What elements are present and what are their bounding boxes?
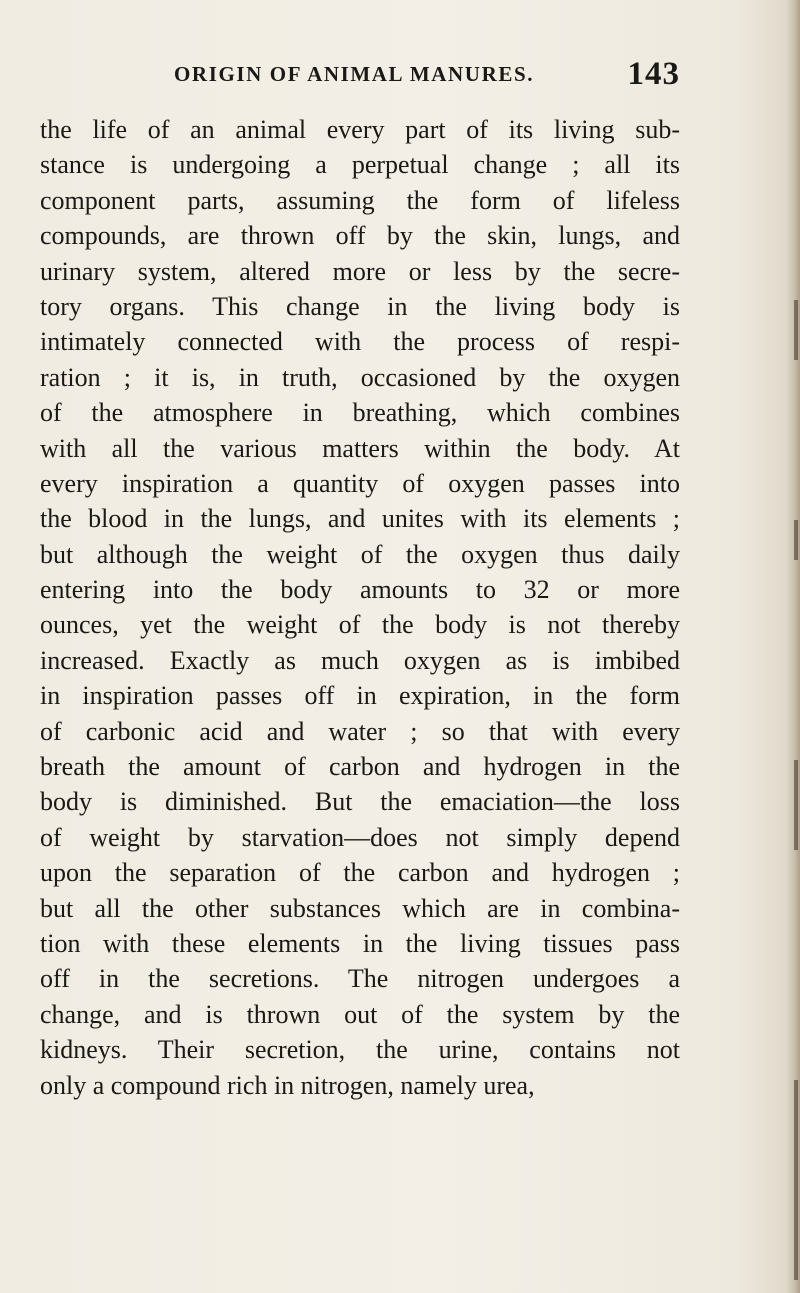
text-line: kidneys. Their secretion, the urine, contains not (40, 1035, 680, 1065)
body-text (40, 112, 680, 1103)
page-edge-mark (794, 760, 798, 850)
text-line: urinary system, altered more or less by the secre- (40, 256, 680, 286)
text-line: of weight by starvation—does not simply depend (40, 822, 680, 852)
text-line: entering into the body amounts to 32 or more (40, 575, 680, 605)
text-line: with all the various matters within the body. At (40, 433, 680, 463)
text-line: but all the other substances which are in combina- (40, 893, 680, 923)
text-line: increased. Exactly as much oxygen as is imbibed (40, 645, 680, 675)
text-line: upon the separation of the carbon and hydrogen ; (40, 858, 680, 888)
text-line: component parts, assuming the form of lifeless (40, 185, 680, 215)
page-edge-mark (794, 1080, 798, 1280)
text-line: ration ; it is, in truth, occasioned by the oxygen (40, 362, 680, 392)
running-head: ORIGIN OF ANIMAL MANURES. (174, 62, 535, 86)
text-line: change, and is thrown out of the system by the (40, 999, 680, 1029)
text-line: the life of an animal every part of its living sub- (40, 115, 680, 144)
text-line: but although the weight of the oxygen thus daily (40, 539, 680, 569)
text-line: the blood in the lungs, and unites with its elements ; (40, 504, 680, 534)
text-line: tion with these elements in the living tissues pass (40, 928, 680, 958)
page-edge-mark (794, 300, 798, 360)
page-edge-mark (794, 520, 798, 560)
text-line: every inspiration a quantity of oxygen passes into (40, 468, 680, 498)
text-line: off in the secretions. The nitrogen undergoes a (40, 964, 680, 994)
text-line: compounds, are thrown off by the skin, lungs, and (40, 221, 680, 251)
text-line: of the atmosphere in breathing, which combines (40, 398, 680, 428)
page-number: 143 (627, 56, 680, 92)
page-header (40, 56, 680, 96)
text-line: ounces, yet the weight of the body is not thereby (40, 610, 680, 640)
text-line: only a compound rich in nitrogen, namely urea, (40, 1070, 535, 1100)
text-line: body is diminished. But the emaciation—the loss (40, 787, 680, 817)
text-line: stance is undergoing a perpetual change ; all its (40, 150, 680, 180)
text-line: intimately connected with the process of respi- (40, 327, 680, 357)
text-line: breath the amount of carbon and hydrogen in the (40, 752, 680, 782)
text-line: tory organs. This change in the living body is (40, 291, 680, 321)
text-line: in inspiration passes off in expiration, in the form (40, 681, 680, 711)
text-line: of carbonic acid and water ; so that with every (40, 716, 680, 746)
